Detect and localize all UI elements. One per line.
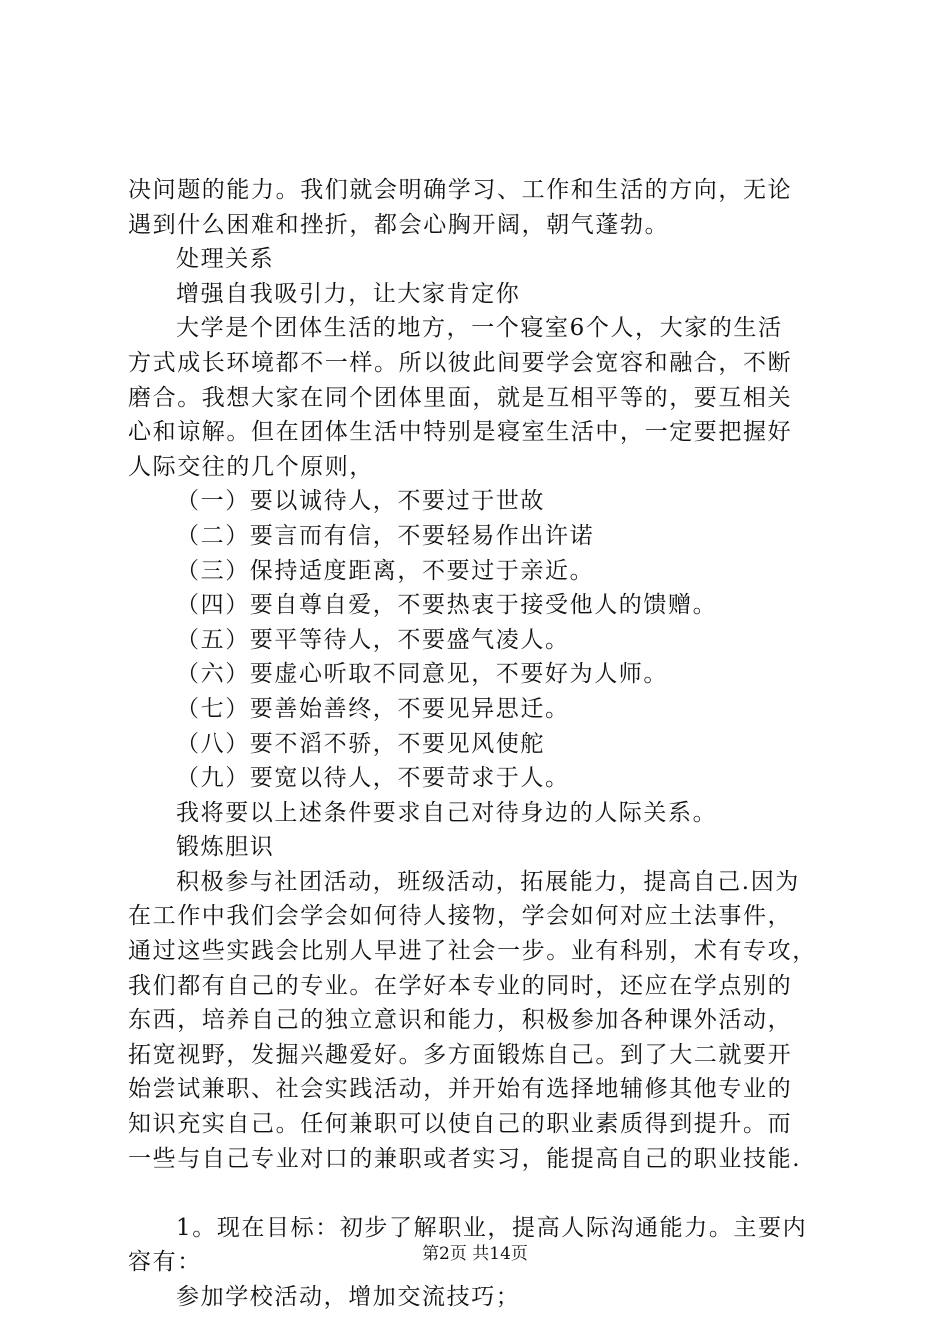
document-body xyxy=(128,173,840,1315)
text-line: 我将要以上述条件要求自己对待身边的人际关系。 xyxy=(176,799,718,826)
text-line: 东西，培养自己的独立意识和能力，积极参加各种课外活动， xyxy=(128,1007,793,1034)
text-line: 积极参与社团活动，班级活动，拓展能力，提高自己.因为 xyxy=(176,868,800,895)
text-line: （八）要不滔不骄，不要见风使舵 xyxy=(176,730,545,757)
text-line: 知识充实自己。任何兼职可以使自己的职业素质得到提升。而 xyxy=(128,1111,793,1138)
text-line: 大学是个团体生活的地方，一个寝室6个人，大家的生活 xyxy=(176,315,783,342)
text-line: 决问题的能力。我们就会明确学习、工作和生活的方向，无论 xyxy=(128,177,793,203)
text-line: 锻炼胆识 xyxy=(176,834,275,861)
text-line: （五）要平等待人，不要盛气凌人。 xyxy=(176,626,570,653)
text-line: 遇到什么困难和挫折，都会心胸开阔，朝气蓬勃。 xyxy=(128,211,670,238)
blank-line xyxy=(128,1176,840,1211)
text-line: 1。现在目标：初步了解职业，提高人际沟通能力。主要内 xyxy=(176,1214,808,1241)
text-line: 始尝试兼职、社会实践活动，并开始有选择地辅修其他专业的 xyxy=(128,1076,793,1103)
text-line: 一些与自己专业对口的兼职或者实习，能提高自己的职业技能. xyxy=(128,1145,802,1172)
text-line: 心和谅解。但在团体生活中特别是寝室生活中，一定要把握好 xyxy=(128,419,793,446)
text-line: （九）要宽以待人，不要苛求于人。 xyxy=(176,765,570,792)
text-line: 通过这些实践会比别人早进了社会一步。业有科别，术有专攻， xyxy=(128,938,817,965)
text-line: （三）保持适度距离，不要过于亲近。 xyxy=(176,557,595,584)
text-line: （四）要自尊自爱，不要热衷于接受他人的馈赠。 xyxy=(176,592,718,619)
text-line: 人际交往的几个原则， xyxy=(128,453,374,480)
text-line: 处理关系 xyxy=(176,246,275,273)
page-footer: 第2页 共14页 xyxy=(422,1244,528,1264)
text-line: （六）要虚心听取不同意见，不要好为人师。 xyxy=(176,661,668,688)
text-line: （一）要以诚待人，不要过于世故 xyxy=(176,488,545,515)
text-line: 容有： xyxy=(128,1249,202,1276)
text-line: 我们都有自己的专业。在学好本专业的同时，还应在学点别的 xyxy=(128,972,793,999)
text-line: 方式成长环境都不一样。所以彼此间要学会宽容和融合，不断 xyxy=(128,349,793,376)
text-line: （七）要善始善终，不要见异思迁。 xyxy=(176,695,570,722)
text-line: 增强自我吸引力，让大家肯定你 xyxy=(176,280,521,307)
text-line: 拓宽视野，发掘兴趣爱好。多方面锻炼自己。到了大二就要开 xyxy=(128,1041,793,1068)
text-line: （二）要言而有信，不要轻易作出许诺 xyxy=(176,522,595,549)
text-line: 在工作中我们会学会如何待人接物，学会如何对应土法事件， xyxy=(128,903,793,930)
text-line: 参加学校活动，增加交流技巧； xyxy=(176,1284,521,1310)
text-line: 磨合。我想大家在同个团体里面，就是互相平等的，要互相关 xyxy=(128,384,793,411)
